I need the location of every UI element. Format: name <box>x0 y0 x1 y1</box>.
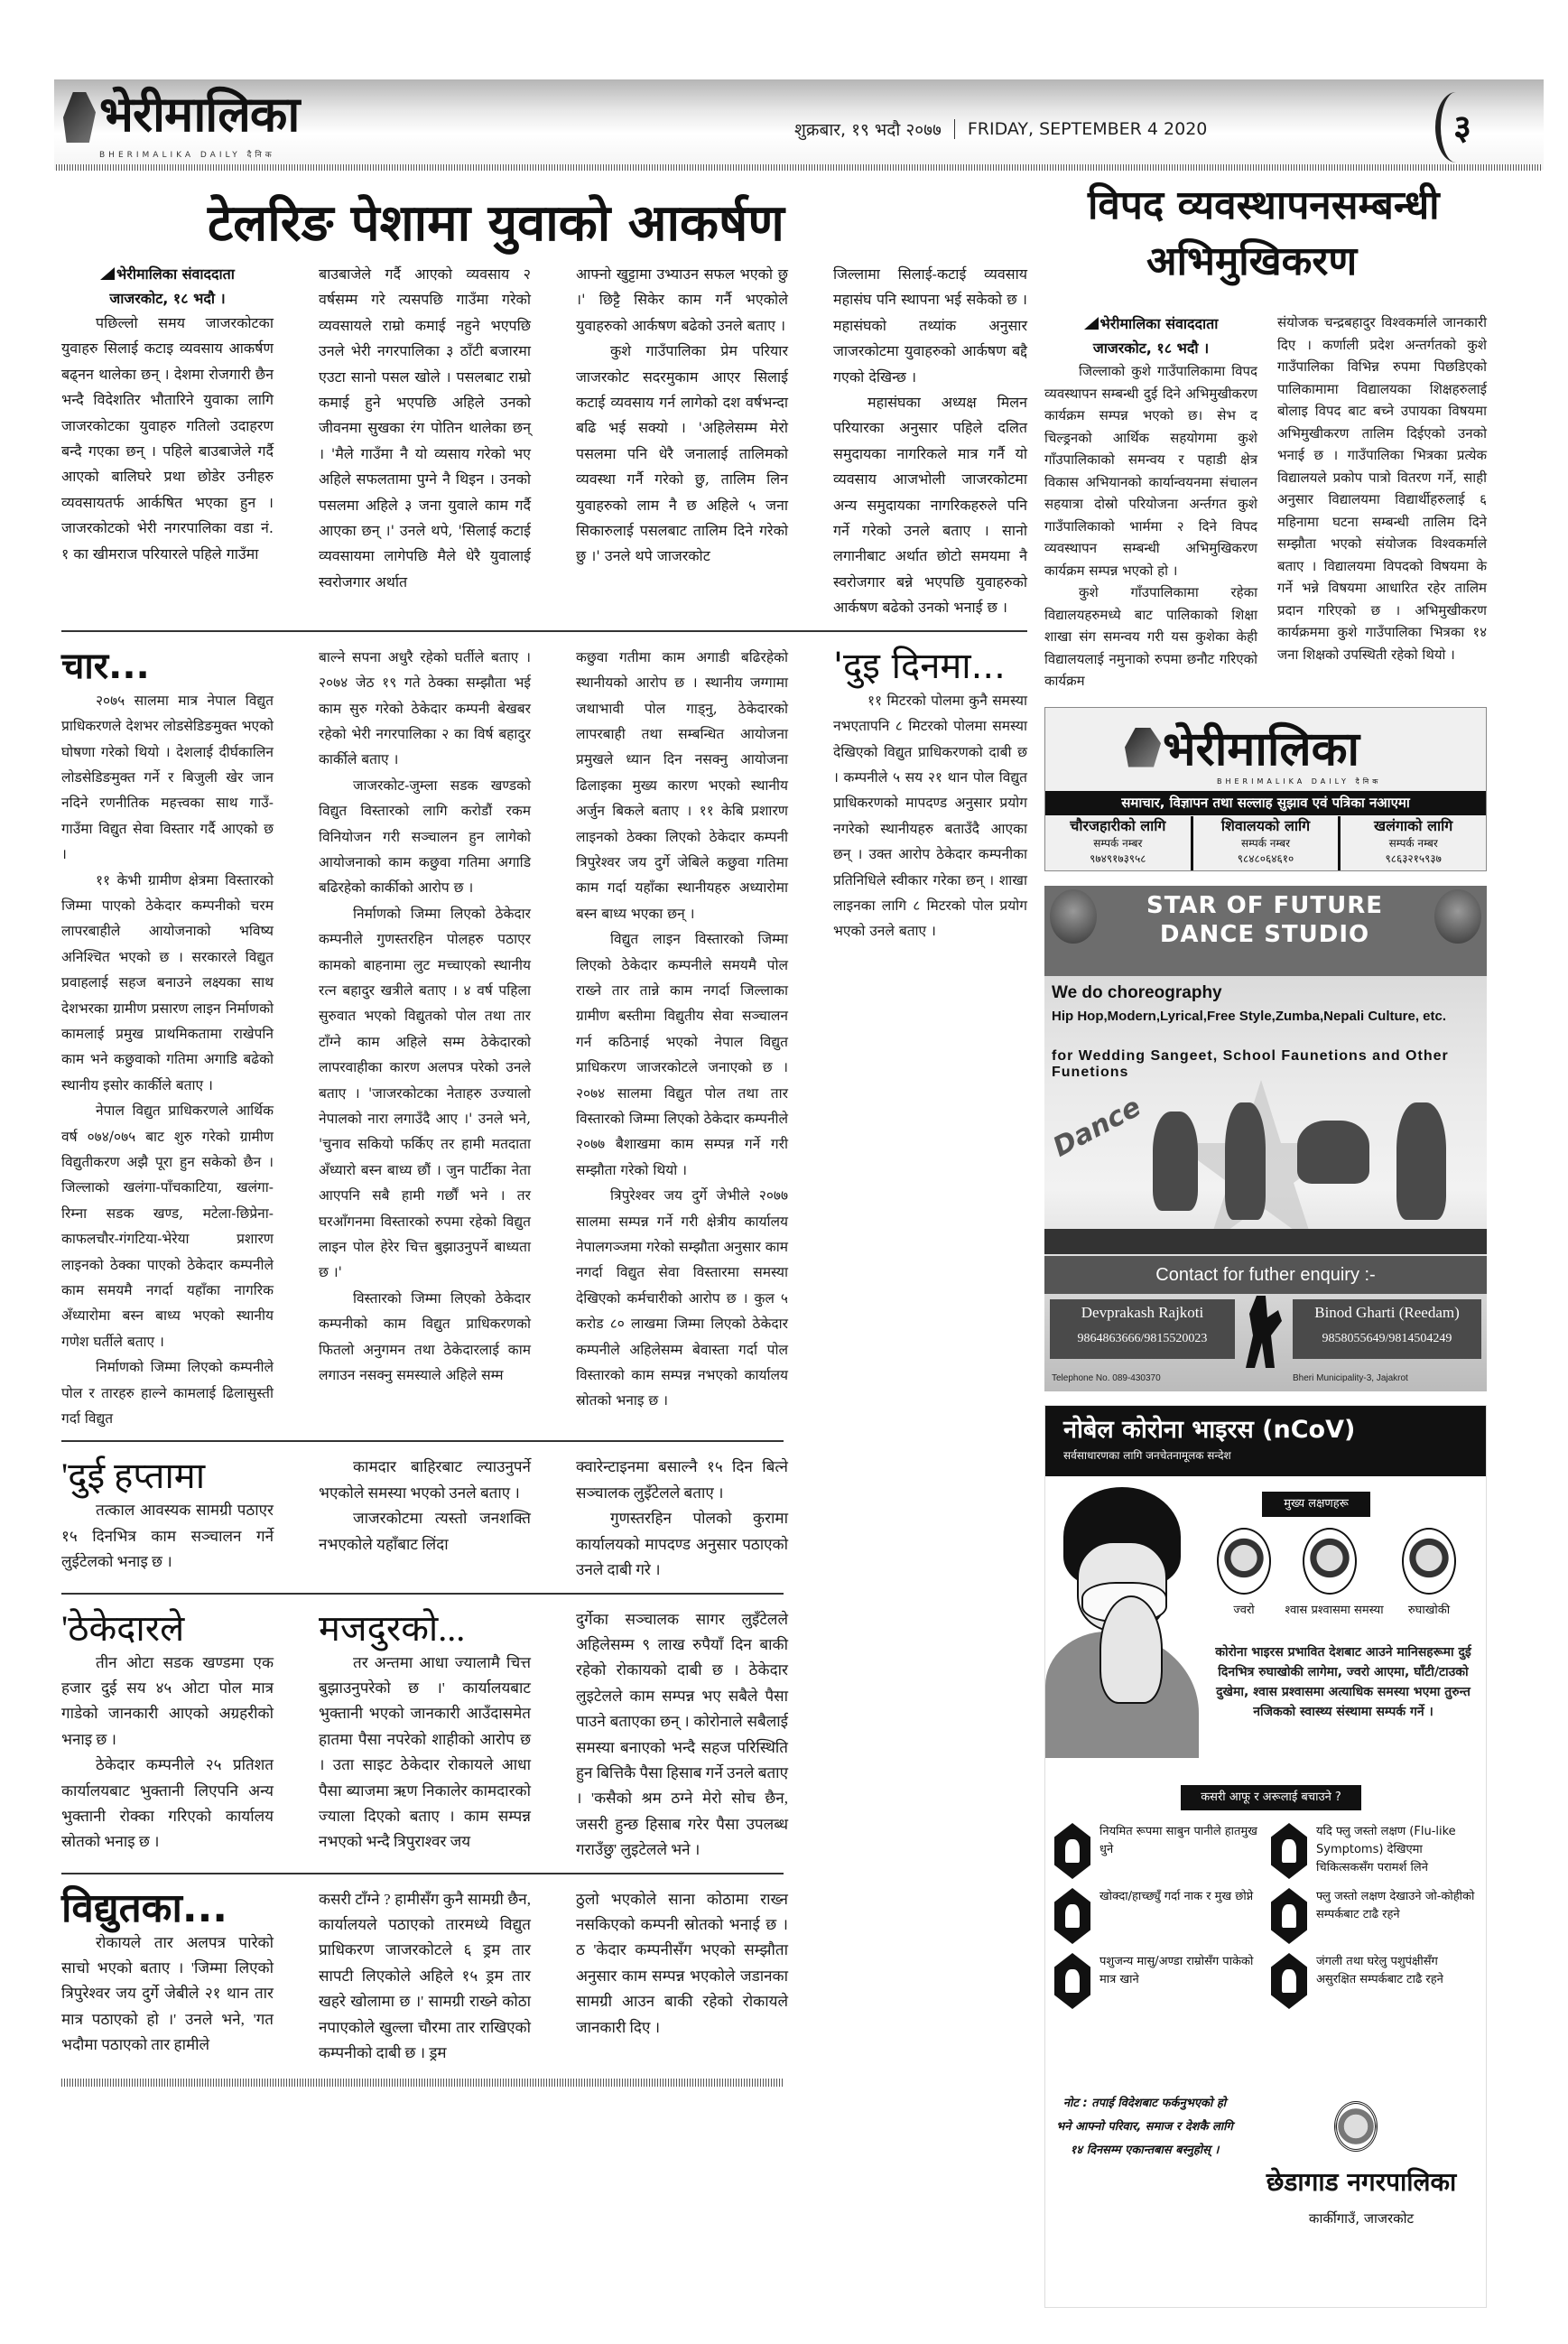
page-number: ३ <box>1435 92 1477 163</box>
municipality-name: छेडागाड नगरपालिका <box>1266 2167 1457 2197</box>
breathing-problem-icon <box>1303 1528 1357 1595</box>
section-divider <box>61 1873 784 1874</box>
continuation-band-bidyutka: विद्युतका... रोकायले तार अलपत्र पारेको साचो भएको बताए । 'जिम्मा लिएको त्रिपुरेश्वर जय दुर्गे जेबीले २१ थान तार मात्र पठाएको हो ।' उनले भने, 'गत भदौमा पठाएको तार हामीले कसरी टाँग्ने ? हामीसँग कुनै सामग्री छैन, कार्यालयले पठाएको तारमध्ये विद्युत प्राधिकरण जाजरकोटले ६ ड्रम तार सापटी लिएकोले अहिले १५ ड्रम तार खहरे खोलामा छ ।' सामग्री राख्ने कोठा नपाएकोले खुल्ला चौरमा तार राखिएको कम्पनीको दाबी छ । ड्रम ठुलो भएकोले साना कोठामा राख्न नसकिएको कम्पनी स्रोतको भनाई छ । ठ 'केदार कम्पनीसँग भएको सम्झौता अनुसार काम सम्पन्न भएकोले जडानका सामग्री आउन बाकी रहेको रोकायले जानकारी दिए । <box>61 1884 788 2061</box>
header-rule <box>56 164 1541 171</box>
section-divider <box>61 630 1027 632</box>
ad-banner: समाचार, विज्ञापन तथा सल्लाह सुझाव एवं पत्रिका नआएमा <box>1045 791 1486 815</box>
handwash-icon <box>1054 1823 1090 1879</box>
cooked-meat-icon <box>1054 1953 1090 2009</box>
continuation-band-char <box>61 645 1027 1432</box>
date-nepali: शुक्रबार, १९ भदौ २०७७ <box>794 120 942 140</box>
bherimalika-contact-ad: भेरीमालिका BHERIMALIKA DAILY दैनिक समाचार, विज्ञापन तथा सल्लाह सुझाव एवं पत्रिका नआएमा चौरजहारीको लागि सम्पर्क नम्बर ९७४९१७३९५८ शिवालयको लागि सम्पर्क नम्बर ९८४८०६४६१० खलंगाको लागि सम्पर्क नम्बर ९८६३२१५९३७ <box>1044 707 1487 871</box>
prevention-tip: यदि फ्लु जस्तो लक्षण (Flu-like Symptoms) देखिएमा चिकित्सकसँग परामर्श लिने <box>1271 1823 1479 1879</box>
jump-head-thekedarle: 'ठेकेदारले <box>61 1607 185 1649</box>
main-headline: टेलरिङ पेशामा युवाको आकर्षण <box>208 194 784 253</box>
section-divider <box>61 1440 784 1442</box>
ad-brand: भेरीमालिका <box>1163 721 1359 777</box>
prevention-tip: फ्लु जस्तो लक्षण देखाउने जो-कोहीको सम्पर्कबाट टाढै रहने <box>1271 1888 1479 1944</box>
dancer-silhouette-icon <box>1396 1102 1446 1220</box>
jump-head-dui-haptama: 'दुई हप्तामा <box>61 1456 206 1497</box>
jump-head-bidyutka: विद्युतका... <box>61 1884 227 1931</box>
cover-mouth-icon <box>1054 1888 1090 1944</box>
main-byline: भेरीमालिका संवाददाता <box>61 262 274 286</box>
main-text-col1: पछिल्लो समय जाजरकोटका युवाहरु सिलाई कटाइ व्यवसाय आकर्षण बढ्नन थालेका छन् । देशमा रोजगारी छैन भन्दै विदेशतिर भौतारिने युवाका लागि जाजरकोटका युवाहरु गतिलो उदाहरण बन्दै गएका छन् । पहिले बाउबाजेले गर्दै आएको बालिघरे प्रथा छोडेर उनीहरु व्यवसायतर्फ आर्कषित भएका हुन । जाजरकोटको भेरी नगरपालिका वडा नं. १ का खीमराज परियारले पहिले गाउँमा <box>61 314 274 563</box>
nepal-emblem-icon <box>1334 2101 1378 2152</box>
avatar <box>1050 889 1097 944</box>
continuation-band-dui-haptama: 'दुई हप्तामा तत्काल आवस्यक सामग्री पठाएर १५ दिनभित्र काम सञ्चालन गर्ने लुईटेलको भनाइ छ । कामदार बाहिरबाट ल्याउनुपर्ने भएकोले समस्या भएको उनले बताए । जाजरकोटमा त्यस्तो जनशक्ति नभएकोले यहाँबाट लिंदा क्वारेन्टाइनमा बसाल्नै १५ दिन बित्ने सञ्चालक लुइँटेलले बताए । गुणस्तरहिन पोलको कुरामा कार्यालयको मापदण्ड अनुसार पठाएको उनले दाबी गरे । <box>61 1456 788 1579</box>
footer-rule <box>61 2079 784 2087</box>
logo-emblem-icon <box>1125 728 1161 767</box>
dui-dinma-text: ११ मिटरको पोलमा कुनै समस्या नभएतापनि ८ मिटरको पोलमा समस्या देखिएको विद्युत प्राधिकरणको दाबी छ । कम्पनीले ५ सय २१ थान पोल विद्युत प्राधिकरणको मापदण्ड अनुसार प्रयोग नगरेको स्थानीयहरु बताउँदै आएका छन् । उक्त आरोप ठेकेदार कम्पनीका प्रतिनिधिले स्वीकार गरेका छन् । शाखा लाइनका लागि ८ मिटरको पोल प्रयोग भएको उनले बताए । <box>833 692 1027 940</box>
prevention-tip: नियमित रूपमा साबुन पानीले हातमुख धुने <box>1054 1823 1262 1879</box>
corona-title-banner: नोबेल कोरोना भाइरस (nCoV) सर्वसाधारणका लागि जनचेतनामूलक सन्देश <box>1045 1406 1487 1476</box>
char-col-1: २०७५ सालमा मात्र नेपाल विद्युत प्राधिकरणले देशभर लोडसेडिङमुक्त भएको घोषणा गरेको थियो । देशलाई दीर्घकालिन लोडसेडिङमुक्त गर्ने र बिजुली खेर जान नदिने रणनीतिक महत्त्वका साथ गाउँ-गाउँमा विद्युत सेवा विस्तार गर्दै आएको छ । ११ केभी ग्रामीण क्षेत्रमा विस्तारको जिम्मा पाएको ठेकेदार कम्पनीको चरम लापरबाहीले आयोजनाको भविष्य अनिश्चित भएको छ । सरकारले विद्युत प्रवाहलाई सहज बनाउने लक्ष्यका साथ देशभरका ग्रामीण प्रसारण लाइन निर्माणको कामलाई प्रमुख प्राथमिकतामा राखेपनि काम भने कछुवाको गतिमा अगाडि बढेको स्थानीय इसोर कार्कीले बताए । नेपाल विद्युत प्राधिकरणले आर्थिक वर्ष ०७४/०७५ बाट शुरु गरेको ग्रामीण विद्युतीकरण अझै पूरा हुन सकेको छैन । जिल्लाको खलंगा-पाँचकाटिया, खलंगा-रिम्ना सडक खण्ड, मटेला-छिप्रेना-काफलचौर-गंगटिया-भेरेया प्रशारण लाइनको ठेक्का पाएको ठेकेदार कम्पनीले काम समयमै नगर्दा यहाँका नागरिक अँध्यारोमा बस्न बाध्य भएको स्थानीय गणेश घर्तीले बताए । निर्माणको जिम्मा लिएको कम्पनीले पोल र तारहरु हाल्ने कामलाई ढिलासुस्ती गर्दा विद्युत <box>61 692 274 1428</box>
doctor-icon <box>1271 1823 1307 1879</box>
logo-emblem-icon <box>63 92 96 143</box>
coughing-person-illustration <box>1045 1487 1199 1758</box>
dancer-silhouette-icon <box>1153 1112 1198 1211</box>
section-divider <box>61 1593 784 1595</box>
dateline <box>794 117 1207 141</box>
contact-cell: खलंगाको लागि सम्पर्क नम्बर ९८६३२१५९३७ <box>1374 816 1453 865</box>
prevention-tip: खोक्दा/हाच्छ्युँ गर्दा नाक र मुख छोप्ने <box>1054 1888 1262 1944</box>
main-dateline: जाजरकोट, १८ भदौ । <box>109 290 226 307</box>
jump-head-char: चार... <box>61 645 150 687</box>
char-col-2: बाल्ने सपना अधुरै रहेको घर्तीले बताए । २०७४ जेठ १९ गते ठेक्का सम्झौता भई काम सुरु गरेको ठेकेदार कम्पनी बेखबर रहेको भेरी नगरपालिका २ का विर्ष बहादुर कार्कीले बताए । जाजरकोट-जुम्ला सडक खण्डको विद्युत विस्तारको लागि करोडौं रकम विनियोजन गरी सञ्चालन हुन लागेको आयोजनाको काम कछुवा गतिमा अगाडि बढिरहेको कार्कीको आरोप छ । निर्माणको जिम्मा लिएको ठेकेदार कम्पनीले गुणस्तरहिन पोलहरु पठाएर कामको बाहनामा लुट मच्चाएको स्थानीय रत्न बहादुर खत्रीले बताए । ४ वर्ष पहिला सुरुवात भएको विद्युतको पोल तथा तार टाँग्ने काम अहिले सम्म ठेकेदारको लापरवाहीका कारण अलपत्र परेको उनले बताए । 'जाजरकोटका नेताहरु उज्यालो नेपालको नारा लगाउँदै आए ।' उनले भने, 'चुनाव सकियो फर्किए तर हामी मतदाता अँध्यारो बस्न बाध्य छौं । जुन पार्टीका नेता आएपनि सबै हामी गर्छौं भने । तर घरआँगनमा विस्तारको रुपमा रहेको विद्युत लाइन पोल हेरेर चित्त बुझाउनुपर्ने बाध्यता छ ।' विस्तारको जिम्मा लिएको ठेकेदार कम्पनीको काम विद्युत प्राधिकरणको फितलो अनुगमन तथा ठेकेदारलाई काम लगाउन नसक्नु समस्याले अहिले सम्म <box>319 648 531 1384</box>
jump-head-dui-dinma: 'दुइ दिनमा... <box>833 645 1006 687</box>
side-article-col-1: भेरीमालिका संवाददाता जाजरकोट, १८ भदौ । जिल्लाको कुशे गाउँपालिकामा विपद व्यवस्थापन सम्बन्धी दुई दिने अभिमुखीकरण कार्यक्रम सम्पन्न भएको छ। सेभ द चिल्ड्रनको आर्थिक सहयोगमा कुशे गाँउपालिकाको समन्वय र पहाडी क्षेत्र विकास अभियानको कार्यान्वयनमा संचालन सहयात्रा दोस्रो परियोजना अर्न्तगत कुशे गाउँपालिकाको भार्ममा २ दिने विपद व्यवस्थापन सम्बन्धी अभिमुखिकरण कार्यक्रम सम्पन्न भएको हो । कुशे गाँउपालिकामा रहेका विद्यालयहरुमध्ये बाट पालिकाको शिक्षा शाखा संग समन्वय गरी यस कुशेका केही विद्यालयलाई नमुनाको रुपमा छनौट गरिएको कार्यक्रम <box>1044 315 1257 689</box>
contact-cell: चौरजहारीको लागि सम्पर्क नम्बर ९७४९१७३९५८ <box>1045 816 1193 870</box>
date-english: FRIDAY, SEPTEMBER 4 2020 <box>967 119 1208 139</box>
dancing-couple-icon <box>1246 1296 1282 1368</box>
ads-column <box>1044 886 1487 2308</box>
side-headline-line2: अभिमुखिकरण <box>1146 238 1358 284</box>
contact-box: Devprakash Rajkoti 9864863666/9815520023 <box>1050 1299 1235 1359</box>
byline-triangle-icon <box>1084 317 1099 330</box>
right-column <box>1044 312 1487 871</box>
logo-text: भेरीमालिका <box>99 86 300 143</box>
byline-triangle-icon <box>100 267 115 280</box>
logo-subtitle: BHERIMALIKA DAILY दैनिक <box>99 151 275 160</box>
side-headline-line1: विपद व्यवस्थापनसम्बन्धी <box>1088 182 1440 228</box>
dancer-silhouette-icon <box>1297 1121 1369 1184</box>
main-article-col-3: आफ्नो खुट्टामा उभ्याउन सफल भएको छु ।' छिट्टै सिकेर काम गर्नै भएकोले युवाहरुको आर्कषण बढेको उनले बताए । कुशे गाउँपालिका प्रेम परियार जाजरकोट सदरमुकाम आएर सिलाई कटाई व्यवसाय गर्न लागेको दश वर्षभन्दा बढि भई सक्यो । 'अहिलेसम्म मेरो पसलमा पनि धेरै जनालाई तालिमको व्यवस्था गर्नै गरेको छु, तालिम लिन युवाहरुको लाम नै छ अहिले ५ जना सिकारुलाई पसलबाट तालिम दिने गरेको छु ।' उनले थपे जाजरकोट <box>576 265 788 565</box>
main-article-col-1 <box>61 262 274 567</box>
main-article-body <box>61 262 1027 621</box>
cough-icon <box>1402 1528 1456 1595</box>
jump-head-majdurko: मजदुरको... <box>319 1607 466 1649</box>
newspaper-logo <box>63 86 300 160</box>
avatar <box>1434 889 1481 944</box>
quarantine-note: नोट : तपाई विदेशबाट फर्कनुभएको हो भने आफ्नो परिवार, समाज र देशकै लागि १४ दिनसम्म एकान्तबास बस्नुहोस् । <box>1056 2097 1233 2157</box>
main-article-col-4: जिल्लामा सिलाई-कटाई व्यवसाय महासंघ पनि स्थापना भई सकेको छ । महासंघको तथ्यांक अनुसार जाजरकोटमा युवाहरुको आर्कषण बद्दै गएको देखिन्छ । महासंघका अध्यक्ष मिलन परियारका अनुसार पहिले दलित समुदायका नागरिकले मात्र गर्नै यो व्यवसाय आजभोली जाजरकोटमा अन्य समुदायका नागरिकहरुले पनि गर्ने गरेको उनले बताए । सानो लगानीबाट अर्थात छोटो समयमा नै स्वरोजगार बन्ने भएपछि युवाहरुको आर्कषण बढेको उनको भनाई छ । <box>833 265 1027 617</box>
char-col-3: कछुवा गतीमा काम अगाडी बढिरहेको स्थानीयको आरोप छ । स्थानीय जग्गामा जथाभावी पोल गाड्नु, ठेकेदारको लापरबाही तथा सम्बन्धित आयोजना प्रमुखले ध्यान दिन नसक्नु आयोजना ढिलाइका मुख्य कारण भएको स्थानीय अर्जुन बिकले बताए । ११ केबि प्रशारण लाइनको ठेक्का लिएको ठेकेदार कम्पनी त्रिपुरेश्वर जय दुर्गे जेबिले कछुवा गतिमा काम गर्दा यहाँका स्थानीयहरु अध्यारोमा बस्न बाध्य भएका छन् । विद्युत लाइन विस्तारको जिम्मा लिएको ठेकेदार कम्पनीले समयमै पोल राख्ने तार तान्ने काम नगर्दा जिल्लाका ग्रामीण बस्तीमा विद्युतीय सेवा सञ्चालन गर्न कठिनाई भएको नेपाल विद्युत प्राधिकरण जाजरकोटले जनाएको छ । २०७४ सालमा विद्युत पोल तथा तार विस्तारको जिम्मा लिएको ठेकेदार कम्पनीले २०७७ बैशाखमा काम सम्पन्न गर्ने गरी सम्झौता गरेको थियो । त्रिपुरेश्वर जय दुर्गे जेभीले २०७७ सालमा सम्पन्न गर्ने गरी क्षेत्रीय कार्यालय नेपालगञ्जमा गरेको सम्झौता अनुसार काम नगर्दा विद्युत सेवा विस्तारमा समस्या देखिएको कर्मचारीको आरोप छ । कुल ५ करोड ८० लाखमा जिम्मा लिएको ठेकेदार कम्पनीले अहिलेसम्म बेवास्ता गर्दा पोल विस्तारको काम सम्पन्न नभएको कार्यालय स्रोतको भनाइ छ । <box>576 648 788 1409</box>
main-article-col-2: बाउबाजेले गर्दै आएको व्यवसाय २ वर्षसम्म गरे त्यसपछि गाउँमा गरेको व्यवसायले राम्रो कमाई नहुने भएपछि उनले भेरी नगरपालिका ३ ठाँटी बजारमा एउटा सानो पसल खोले । पसलबाट राम्रो कमाई हुने भएपछि अहिले उनको जीवनमा सुखका रंग पोतिन थालेका छन् । 'मैले गाउँमा नै यो व्यसाय गरेको भए अहिले सफलतामा पुग्ने नै थिइन । उनको पसलमा अहिले ३ जना युवाले काम गर्दै आएका छन् ।' उनले थपे, 'सिलाई कटाई व्यवसायमा लागेपछि मैले धेरै युवालाई स्वरोजगार अर्थात <box>319 265 531 591</box>
corona-message: कोरोना भाइरस प्रभावित देशबाट आउने मानिसहरूमा दुई दिनभित्र रुघाखोकी लागेमा, ज्वरो आएमा, घाँटी/टाउको दुखेमा, श्वास प्रश्वासमा अत्याधिक समस्या भएमा तुरुन्त नजिकको स्वास्थ्य संस्थामा सम्पर्क गर्ने । <box>1215 1645 1471 1719</box>
contact-box: Binod Gharti (Reedam) 9858055649/9814504249 <box>1293 1299 1481 1359</box>
fever-icon <box>1217 1528 1271 1595</box>
avoid-contact-icon <box>1271 1888 1307 1944</box>
dancer-silhouette-icon <box>1225 1102 1266 1220</box>
prevention-tip: पशुजन्य मासु/अण्डा राम्रोसँग पाकेको मात्र खाने <box>1054 1953 1262 2009</box>
continuation-band-thekedarle: 'ठेकेदारले तीन ओटा सडक खण्डमा एक हजार दुई सय ४५ ओटा पोल मात्र गाडेको जानकारी आएको अग्रहरीको भनाइ छ । ठेकेदार कम्पनीले २५ प्रतिशत कार्यालयबाट भुक्तानी लिएपनि अन्य भुक्तानी रोक्का गरिएको कार्यालय स्रोतको भनाइ छ । मजदुरको... तर अन्तमा आधा ज्यालामै चित्त बुझाउनुपरेको छ ।' कार्यालयबाट भुक्तानी भएको जानकारी आउँदासमेत हातमा पैसा नपरेको शाहीको आरोप छ । उता साइट ठेकेदार रोकायले आधा पैसा ब्याजमा ऋण निकालेर कामदारको ज्याला दिएको बताए । काम सम्पन्न नभएको भन्दै त्रिपुराश्वर जय दुर्गेका सञ्चालक सागर लुइँटेलले अहिलेसम्म ९ लाख रुपैयाँ दिन बाकी रहेको रोकायको दाबी छ । ठेकेदार लुइटेलले काम सम्पन्न भए सबैले पैसा पाउने बताएका छन् । कोरोनाले सबैलाई समस्या बनाएको भन्दै सहज परिस्थिति हुन बित्तिकै पैसा हिसाब गर्ने उनले बताए । 'कसैको श्रम ठग्ने मेरो सोच छैन, जसरी हुन्छ हिसाब गरेर पैसा उपलब्ध गराउँछु' लुइटेलले भने । <box>61 1607 788 1859</box>
contact-cell: शिवालयको लागि सम्पर्क नम्बर ९८४८०६४६१० <box>1193 816 1341 870</box>
ad-title: STAR OF FUTURE DANCE STUDIO <box>1146 892 1384 948</box>
dance-studio-ad: STAR OF FUTURE DANCE STUDIO We do choreography Hip Hop,Modern,Lyrical,Free Style,Zumba,Nepali Culture, etc. for Wedding Sangeet, School Faunetions and Other Funetions Dance Contact for futher enquiry :- Devprakash Rajkoti 9864863666/9815520023 Binod Gharti (Reedam) 9858055649/9814504249 Telephone No. 089-430370 Bheri Municipality-3, Jajakrot <box>1044 886 1487 1391</box>
prevention-tip: जंगली तथा घरेलु पशुपंक्षीसँग असुरक्षित सम्पर्कबाट टाढै रहने <box>1271 1953 1479 2009</box>
side-article-col-2: संयोजक चन्द्रबहादुर विश्वकर्माले जानकारी दिए । कर्णाली प्रदेश अन्तर्गतको कुशे गाउँपालिका विभिन्न रुपमा पिछडिएको पालिकामामा विद्यालयका शिक्षहरुलाई बोलाइ विपद बाट बच्ने उपायका विषयमा अभिमुखीकरण तालिम दिईएको उनको भनाई छ । गाउँपालिका भित्रका प्रत्येक विद्यालयले प्रकोप पात्रो वितरण गर्ने, साही अनुसार विद्यालयमा विद्यार्थीहरुलाई ६ महिनामा घटना सम्बन्धी तालिम दिने सम्झौता भएको संयोजक विश्वकर्माले बताए । विद्यालयमा विपदको विषयमा के गर्ने भन्ने विषयमा आधारित रहेर तालिम प्रदान गरिएको छ । अभिमुखीकरण कार्यक्रममा कुशे गाउँपालिका भित्रका १४ जना शिक्षको उपस्थिती रहेको थियो । <box>1277 314 1487 663</box>
left-content-flow <box>61 262 1027 2087</box>
animal-contact-icon <box>1271 1953 1307 2009</box>
date-separator <box>954 119 955 139</box>
corona-awareness-ad: नोबेल कोरोना भाइरस (nCoV) सर्वसाधारणका लागि जनचेतनामूलक सन्देश मुख्य लक्षणहरू ज्वरो श्वास प्रश्वासमा समस्या रुघाखोकी कोरोना भाइरस प्रभावित देशबाट आउने मानिसहरूमा दुई दिनभित्र रुघाखोकी लागेमा, ज्वरो आएमा, घाँटी/टाउको दुखेमा, श्वास प्रश्वासमा अत्याधिक समस्या भएमा तुरुन्त नजिकको स्वास्थ्य संस्थामा सम्पर्क गर्ने । कसरी आफू र अरूलाई बचाउने ? नियमित रूपमा साबुन पानीले हातमुख धुने यदि फ्लु जस्तो लक्षण (Flu-like Symptoms) देखिएमा चिकित्सकसँग परामर्श लिने खोक्दा/हाच्छ्युँ गर्दा नाक र मुख छोप्ने फ्लु जस्तो लक्षण देखाउने जो-कोहीको सम्पर्कबाट टाढै रहने पशुजन्य मासु/अण्डा राम्रोसँग पाकेको मात्र खाने जंगली तथा घरेलु पशुपंक्षीसँग असुरक्षित सम्पर्कबाट टाढै रहने नोट : तपाई विदेशबाट फर्कनुभएको हो भने आफ्नो परिवार, समाज र देशकै लागि १४ दिनसम्म एकान्तबास बस्नुहोस् । छेडागाड नगरपालिका कार्कीगाउँ, जाजरकोट <box>1044 1405 1487 2308</box>
